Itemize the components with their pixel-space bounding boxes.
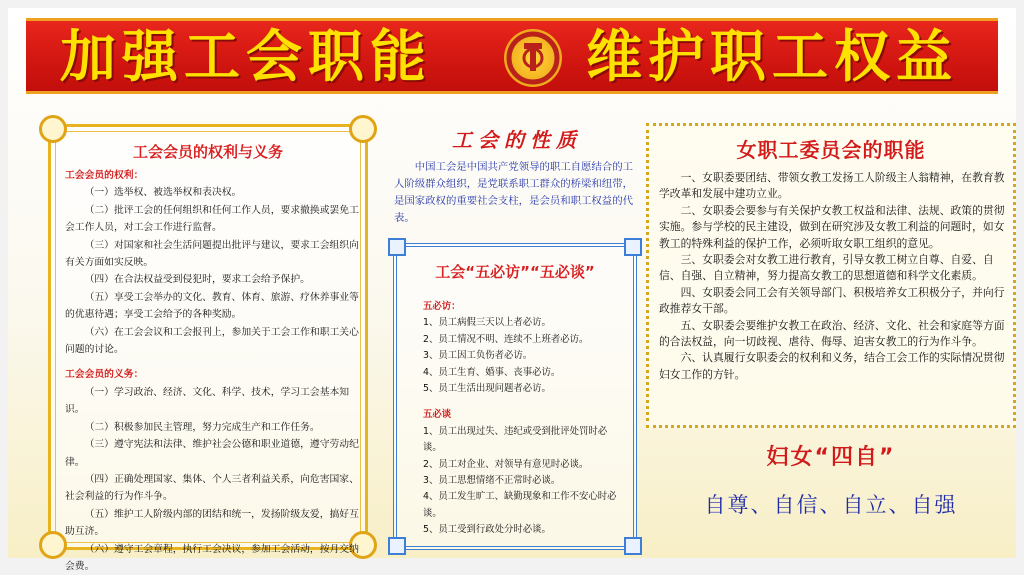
rights-heading: 工会会员的权利： — [65, 170, 144, 181]
rights-item: （四）在合法权益受到侵犯时，要求工会给予保护。 — [84, 274, 310, 286]
rights-item: （六）在工会会议和工会报刊上，参加关于工会工作和职工关心问题的讨论。 — [65, 326, 359, 356]
committee-item: 一、女职委要团结、带领女教工发扬工人阶级主人翁精神，在教育教学改革和发展中建功立业。 — [659, 171, 1005, 201]
women-committee-panel — [646, 123, 1016, 428]
visits-panel — [393, 243, 637, 550]
duties-item: （二）积极参加民主管理，努力完成生产和工作任务。 — [84, 421, 320, 433]
visits-body — [423, 299, 623, 539]
committee-item: 二、女职委会要参与有关保护女教工权益和法律、法规、政策的贯彻实施。参与学校的民主建设，做到在研究涉及女教工利益的问题时，如女教工的特殊利益的保护工作，必须听取女职工组织的意见。 — [659, 203, 1005, 250]
visit-item: 4、员工生育、婚事、丧事必访。 — [423, 366, 561, 378]
rights-duties-panel — [48, 124, 368, 572]
visits-title: 工会“五必访”“五必谈” — [435, 263, 595, 281]
visit-item: 1、员工病假三天以上者必访。 — [423, 317, 551, 329]
poster-board — [8, 8, 1016, 572]
rights-item: （三）对国家和社会生活问题提出批评与建议，要求工会组织向有关方面如实反映。 — [65, 239, 359, 269]
header-banner — [26, 18, 998, 94]
rights-item: （二）批评工会的任何组织和任何工作人员，要求撤换或罢免工会工作人员，对工会工作进行监督。 — [65, 204, 359, 234]
nature-title: 工会的性质 — [452, 128, 582, 152]
rights-item: （五）享受工会举办的文化、教育、体育、旅游、疗休养事业等的优惠待遇；享受工会给予的各种奖励。 — [65, 291, 359, 321]
corner-ornament — [388, 537, 406, 555]
corner-ornament — [624, 537, 642, 555]
duties-item: （四）正确处理国家、集体、个人三者利益关系，向危害国家、社会利益的行为作斗争。 — [65, 473, 359, 503]
rights-panel-body — [65, 167, 359, 575]
four-self-text: 自尊、自信、自立、自强 — [704, 493, 958, 517]
committee-item: 六、认真履行女职委会的权利和义务，结合工会工作的实际情况贯彻妇女工作的方针。 — [659, 351, 1005, 381]
women-committee-body — [659, 170, 1007, 383]
talk-item: 2、员工对企业、对领导有意见时必谈。 — [423, 458, 589, 470]
duties-item: （五）维护工人阶级内部的团结和统一，发扬阶级友爱，搞好互助互济。 — [65, 508, 359, 538]
visit-heading: 五必访： — [423, 301, 461, 312]
committee-item: 四、女职委会同工会有关领导部门、积极培养女工积极分子，并向行政推荐女干部。 — [659, 285, 1005, 316]
corner-ornament — [388, 238, 406, 256]
duties-heading: 工会会员的义务： — [65, 369, 144, 381]
duties-item: （一）学习政治、经济、文化、科学、技术，学习工会基本知识。 — [65, 386, 350, 416]
union-emblem-icon — [504, 29, 562, 87]
duties-item: （三）遵守宪法和法律、维护社会公德和职业道德，遵守劳动纪律。 — [65, 439, 359, 468]
corner-ornament — [39, 531, 67, 559]
committee-item: 五、女职委会要维护女教工在政治、经济、文化、社会和家庭等方面的合法权益，向一切歧视、虐待、侮辱、迫害女教工的行为作斗争。 — [659, 318, 1005, 349]
talk-item: 5、员工受到行政处分时必谈。 — [423, 524, 551, 536]
nature-text: 中国工会是中国共产党领导的职工自愿结合的工人阶级群众组织，是党联系职工群众的桥梁和纽带，是国家政权的重要社会支柱，是会员和职工权益的代表。 — [394, 161, 633, 224]
rights-item: （一）选举权、被选举权和表决权。 — [84, 187, 242, 199]
women-committee-title: 女职工委员会的职能 — [736, 138, 926, 162]
talk-item: 3、员工思想情绪不正常时必谈。 — [423, 475, 561, 487]
corner-ornament — [624, 238, 642, 256]
talk-heading: 五必谈 — [423, 409, 452, 421]
four-self-title: 妇女“四自” — [766, 445, 896, 470]
banner-right-title: 维护职工权益 — [586, 25, 958, 90]
duties-item: （六）遵守工会章程，执行工会决议，参加工会活动，按月交纳会费。 — [65, 543, 359, 572]
visit-item: 5、员工生活出现问题者必访。 — [423, 383, 551, 395]
committee-item: 三、女职委会对女教工进行教育，引导女教工树立自尊、自爱、自信、自强、自立精神，努力提高女教工的思想道德和科学文化素质。 — [659, 253, 994, 283]
talk-item: 4、员工发生旷工、缺勤现象和工作不安心时必谈。 — [423, 491, 617, 519]
rights-panel-title: 工会会员的权利与义务 — [132, 143, 283, 161]
visit-item: 3、员工因工负伤者必访。 — [423, 350, 533, 362]
visit-item: 2、员工情况不明、连续不上班者必访。 — [423, 333, 589, 345]
corner-ornament — [349, 115, 377, 143]
talk-item: 1、员工出现过失、违纪或受到批评处罚时必谈。 — [423, 425, 608, 454]
banner-left-title: 加强工会职能 — [60, 25, 432, 90]
corner-ornament — [39, 115, 67, 143]
